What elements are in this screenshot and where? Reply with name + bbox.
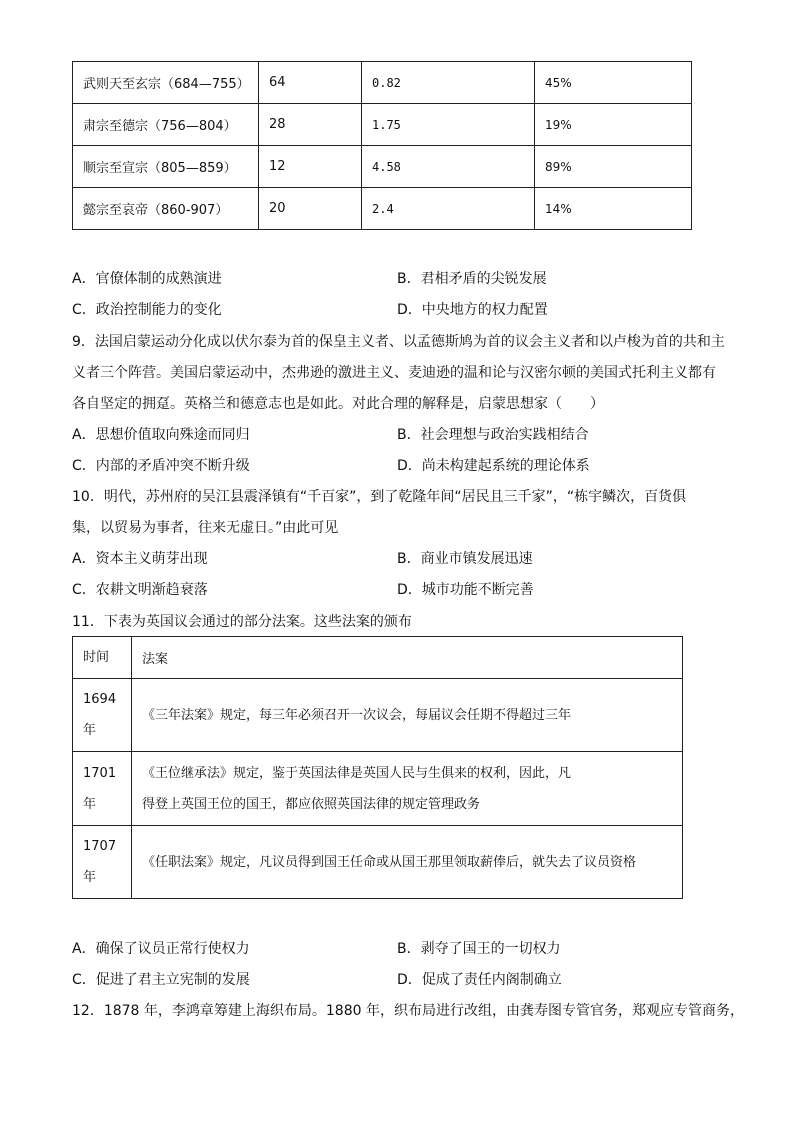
year-unit: 年: [83, 796, 97, 812]
year-unit: 年: [83, 870, 97, 885]
q9-option-a[interactable]: A．思想价值取向殊途而同归: [72, 427, 250, 443]
table-cell: 0.82: [362, 62, 535, 104]
q8-option-c[interactable]: C．政治控制能力的变化: [72, 302, 222, 318]
year-cell: [73, 679, 132, 752]
year-number: 1707: [83, 839, 117, 854]
q9-option-b[interactable]: B．社会理想与政治实践相结合: [397, 427, 589, 443]
table-row: [73, 188, 692, 230]
q8-option-b[interactable]: B．君相矛盾的尖锐发展: [397, 271, 547, 287]
law-cell: [132, 679, 683, 752]
q10-option-c[interactable]: C．农耕文明渐趋衰落: [72, 582, 208, 598]
table-row: [73, 104, 692, 146]
table-row: [73, 752, 683, 826]
table-cell: 顺宗至宣宗（805—859）: [73, 146, 259, 188]
table-cell: 12: [259, 146, 362, 188]
law-text: 得登上英国王位的国王，都应依照英国法律的规定管理政务: [142, 796, 481, 812]
q10-option-a[interactable]: A．资本主义萌芽出现: [72, 551, 208, 567]
law-text: 《任职法案》规定，凡议员得到国王任命或从国王那里领取薪俸后，就失去了议员资格: [142, 854, 637, 870]
q10-option-b[interactable]: B．商业市镇发展迅速: [397, 551, 533, 567]
table-cell: 64: [259, 62, 362, 104]
q8-option-d[interactable]: D．中央地方的权力配置: [397, 302, 548, 318]
table-cell: 1.75: [362, 104, 535, 146]
table-header-row: [73, 637, 683, 679]
table-cell: 19%: [535, 104, 692, 146]
year-cell: [73, 826, 132, 899]
q11-option-b[interactable]: B．剥夺了国王的一切权力: [397, 941, 561, 957]
q8-option-a[interactable]: A．官僚体制的成熟演进: [72, 271, 222, 287]
q11-option-a[interactable]: A．确保了议员正常行使权力: [72, 941, 250, 957]
table-cell: 4.58: [362, 146, 535, 188]
q11-option-c[interactable]: C．促进了君主立宪制的发展: [72, 972, 250, 988]
q10-stem-line: 10．明代，苏州府的吴江县震泽镇有“千百家”，到了乾隆年间“居民且三千家”，“栋宇鳞次，百货俱: [72, 489, 687, 505]
table-row: [73, 826, 683, 899]
table-cell: 14%: [535, 188, 692, 230]
law-text: 《三年法案》规定，每三年必须召开一次议会，每届议会任期不得超过三年: [142, 707, 572, 723]
table-header-cell: 时间: [73, 637, 132, 679]
table-cell: 45%: [535, 62, 692, 104]
q10-option-d[interactable]: D．城市功能不断完善: [397, 582, 534, 598]
tang-statistics-table: [72, 61, 692, 230]
table-cell: 89%: [535, 146, 692, 188]
year-unit: 年: [83, 723, 97, 738]
table-row: [73, 146, 692, 188]
year-cell: [73, 752, 132, 826]
q9-option-d[interactable]: D．尚未构建起系统的理论体系: [397, 458, 590, 474]
q12-stem-line: 12．1878 年，李鸿章筹建上海织布局。1880 年，织布局进行改组，由龚寿图专管官务，郑观应专管商务，: [72, 1003, 744, 1019]
q9-option-c[interactable]: C．内部的矛盾冲突不断升级: [72, 458, 250, 474]
q9-stem-line: 9．法国启蒙运动分化成以伏尔泰为首的保皇主义者、以孟德斯鸠为首的议会主义者和以卢梭为首的共和主: [72, 334, 725, 350]
law-text: 《王位继承法》规定，鉴于英国法律是英国人民与生俱来的权利，因此，凡: [142, 765, 572, 781]
table-cell: 懿宗至哀帝（860-907）: [73, 188, 259, 230]
law-cell: [132, 826, 683, 899]
q11-stem: 11．下表为英国议会通过的部分法案。这些法案的颁布: [72, 614, 412, 630]
year-number: 1694: [83, 692, 117, 707]
year-number: 1701: [83, 765, 117, 781]
q11-option-d[interactable]: D．促成了责任内阁制确立: [397, 972, 562, 988]
table-row: [73, 679, 683, 752]
table-cell: 肃宗至德宗（756—804）: [73, 104, 259, 146]
table-header-cell: 法案: [132, 637, 683, 679]
table-cell: 28: [259, 104, 362, 146]
table-cell: 20: [259, 188, 362, 230]
law-cell: [132, 752, 683, 826]
q9-stem-line: 义者三个阵营。美国启蒙运动中，杰弗逊的激进主义、麦迪逊的温和论与汉密尔顿的美国式托利主义都有: [72, 365, 716, 381]
q10-stem-line: 集，以贸易为事者，往来无虚日。”由此可见: [72, 520, 339, 536]
acts-table: [72, 636, 683, 899]
table-cell: 武则天至玄宗（684—755）: [73, 62, 259, 104]
q9-stem-line: 各自坚定的拥趸。英格兰和德意志也是如此。对此合理的解释是，启蒙思想家（ ）: [72, 396, 604, 412]
table-cell: 2.4: [362, 188, 535, 230]
table-row: [73, 62, 692, 104]
